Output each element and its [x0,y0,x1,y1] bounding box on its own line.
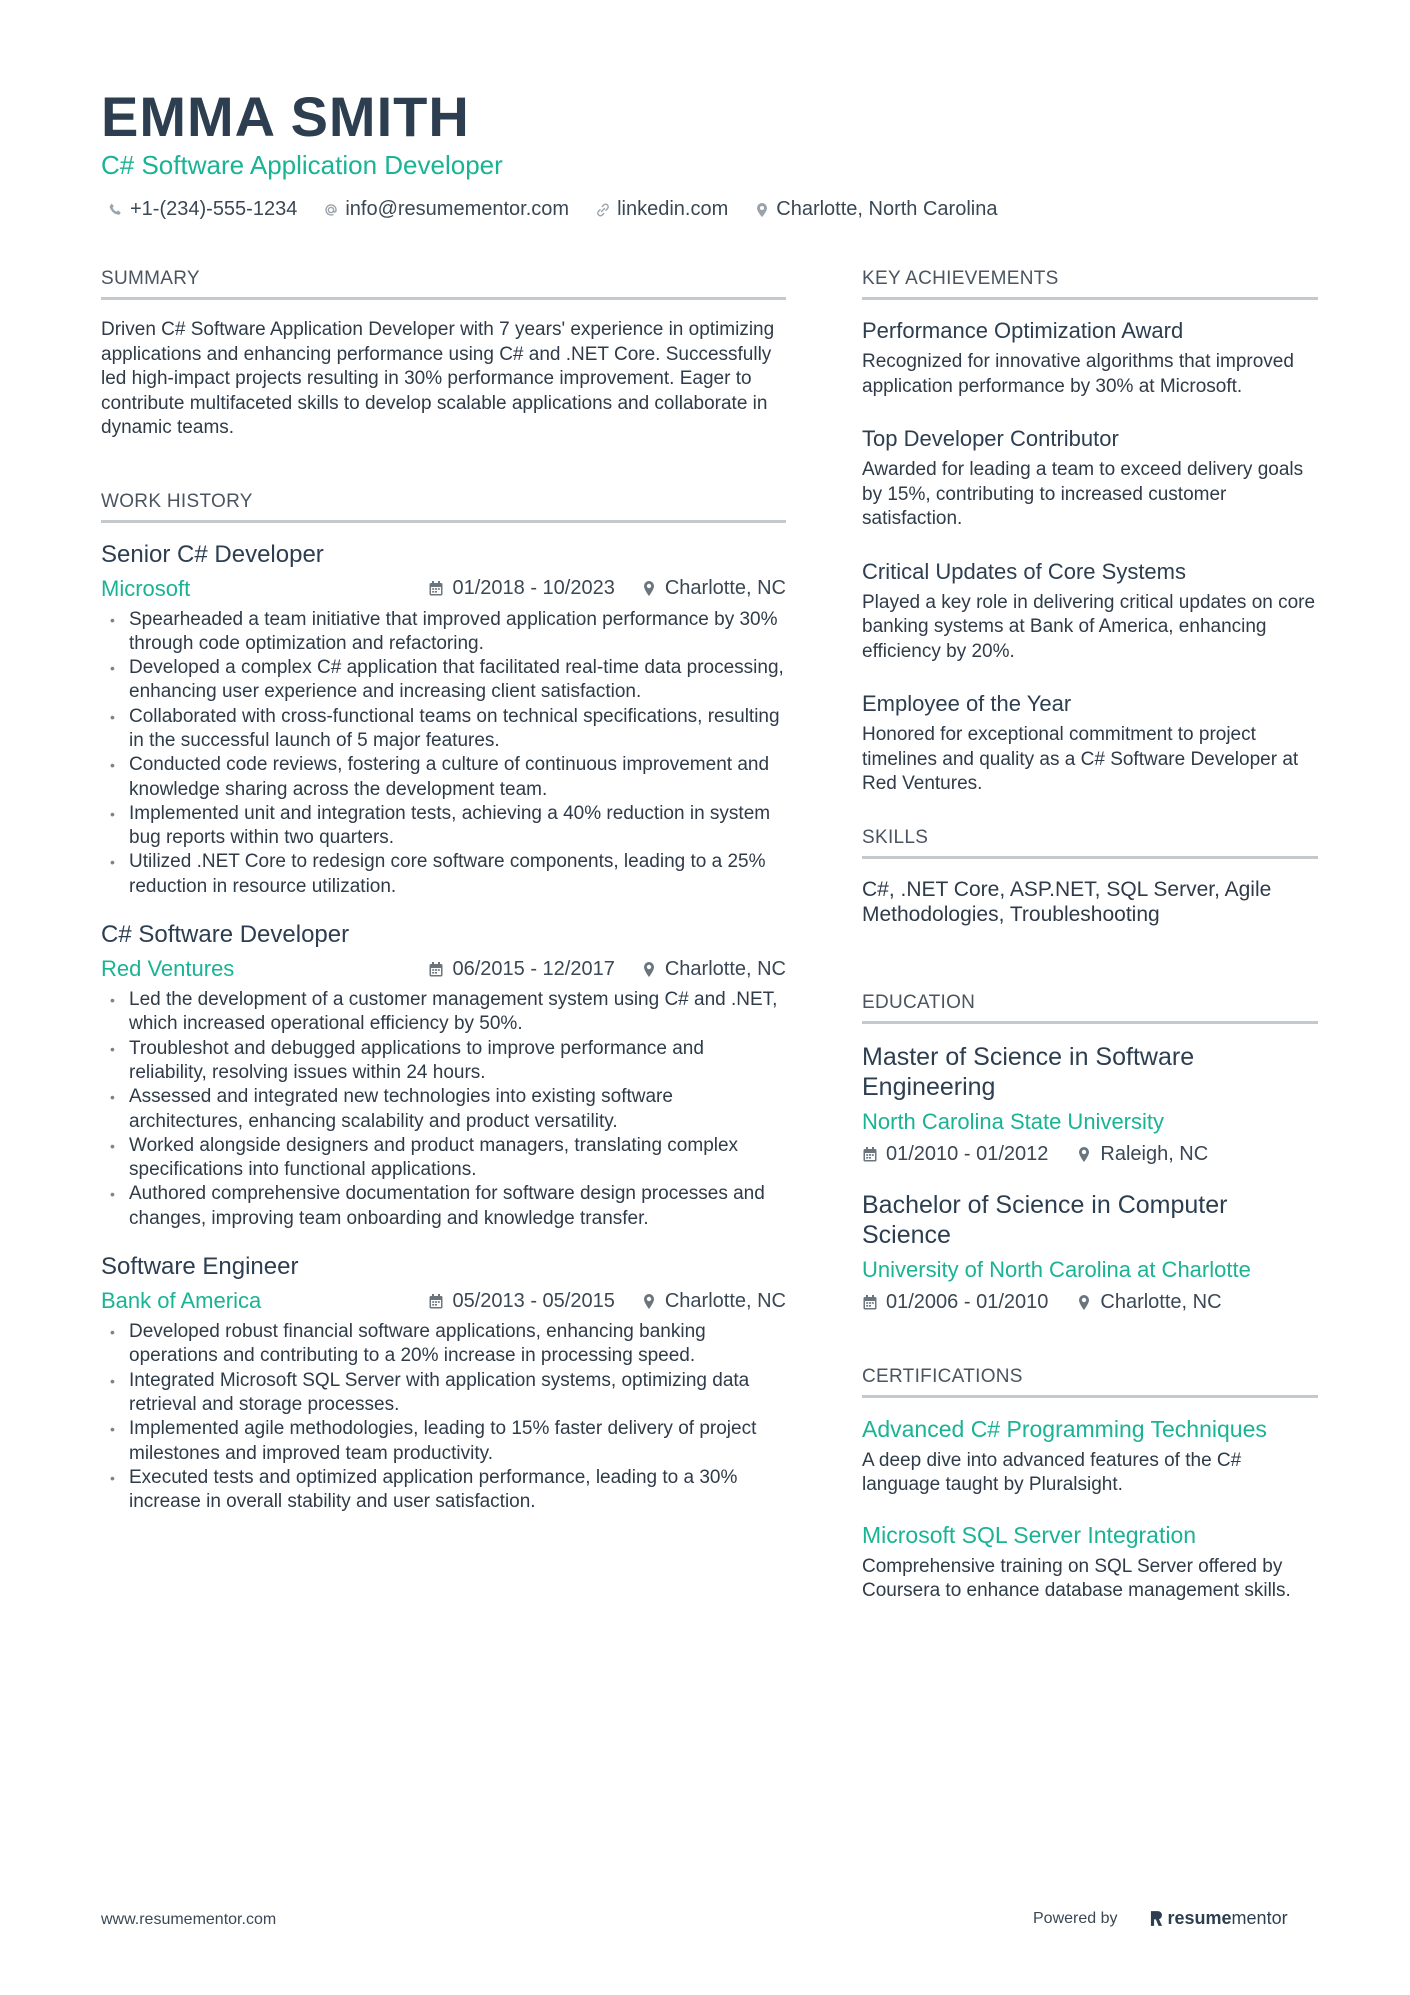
calendar-icon [862,1294,878,1311]
calendar-icon [428,1293,444,1310]
calendar-icon [428,961,444,978]
job-bullet: • Utilized .NET Core to redesign core software components, leading to a 25% reduction in resource utilization. [101,850,786,899]
education-degree: Bachelor of Science in Computer Science [862,1190,1228,1249]
job-bullets [101,1320,786,1514]
email-text: info@resumementor.com [345,198,570,220]
education-heading: EDUCATION [862,992,1318,1024]
skills-text: C#, .NET Core, ASP.NET, SQL Server, Agile Methodologies, Troubleshooting [862,877,1272,926]
calendar-meta: 01/2018 - 10/2023 [428,577,614,600]
right-column [862,268,1318,1628]
powered-by [1033,1908,1288,1929]
achievement-list [862,318,1318,797]
phone-icon [108,202,124,218]
phone-text: +1-(234)-555-1234 [130,198,298,220]
summary-heading: SUMMARY [101,268,786,300]
location-pin-meta: Charlotte, NC [641,1290,786,1313]
certification-desc: Comprehensive training on SQL Server offered by Coursera to enhance database management skills. [862,1555,1291,1601]
education-list [862,1042,1318,1314]
location-pin-icon [1076,1294,1092,1311]
job-bullet: • Authored comprehensive documentation for software design processes and changes, improving team onboarding and knowledge transfer. [101,1182,786,1231]
contact-bar [108,198,997,221]
calendar-icon [862,1146,878,1163]
job-bullets [101,608,786,900]
candidate-name: EMMA SMITH [101,85,470,148]
achievement-desc: Played a key role in delivering critical updates on core banking systems at Bank of America, enhancing efficiency by 20%. [862,591,1316,662]
achievement-title: Top Developer Contributor [862,426,1119,451]
achievement-title: Critical Updates of Core Systems [862,558,1186,584]
certification-desc: A deep dive into advanced features of the C# language taught by Pluralsight. [862,1449,1242,1495]
job-entry [101,1253,786,1514]
candidate-role: C# Software Application Developer [101,150,503,180]
job-bullet: • Worked alongside designers and product managers, translating complex specifications into functional applications. [101,1134,786,1183]
location-pin-meta: Charlotte, NC [641,577,786,600]
achievement-item [862,318,1318,399]
job-company: Microsoft [101,575,191,601]
contact-location [754,198,997,221]
education-school: North Carolina State University [862,1108,1165,1134]
achievement-title: Employee of the Year [862,691,1072,716]
education-meta [862,1291,1318,1314]
job-bullet: • Integrated Microsoft SQL Server with application systems, optimizing data retrieval and storage processes. [101,1369,786,1418]
job-bullet: • Collaborated with cross-functional teams on technical specifications, resulting in the successful launch of 5 major features. [101,705,786,754]
footer-url[interactable]: www.resumementor.com [101,1911,277,1928]
brand-mark-icon [1150,1910,1163,1927]
summary-text: Driven C# Software Application Developer with 7 years' experience in optimizing applications and enhancing performance using C# and .NET Core. Successfully led high-impact projects resulting in 30% performance improvement. Eager to contribute multifaceted skills to develop scalable applications and collaborate in dynamic teams. [101,319,775,438]
achievement-item [862,559,1318,665]
certification-title[interactable]: Microsoft SQL Server Integration [862,1521,1197,1548]
certification-list [862,1416,1318,1604]
calendar-meta: 01/2006 - 01/2010 [862,1291,1048,1314]
contact-phone[interactable] [108,198,297,221]
calendar-meta: 01/2010 - 01/2012 [862,1143,1048,1166]
job-meta [101,576,786,602]
certification-title[interactable]: Advanced C# Programming Techniques [862,1415,1267,1442]
job-bullet: • Conducted code reviews, fostering a culture of continuous improvement and knowledge sharing across the development team. [101,753,786,802]
job-bullet: • Executed tests and optimized application performance, leading to a 30% increase in overall stability and user satisfaction. [101,1466,786,1515]
achievement-desc: Honored for exceptional commitment to project timelines and quality as a C# Software Developer at Red Ventures. [862,724,1299,794]
job-meta [101,956,786,982]
location-pin-meta: Raleigh, NC [1076,1143,1208,1166]
achievement-desc: Recognized for innovative algorithms that improved application performance by 30% at Microsoft. [862,351,1294,397]
education-item [862,1042,1318,1166]
achievement-desc: Awarded for leading a team to exceed delivery goals by 15%, contributing to increased customer satisfaction. [862,459,1304,529]
location-pin-icon [641,961,657,978]
certification-item [862,1522,1318,1604]
contact-linkedin[interactable] [595,198,728,221]
location-pin-icon [1076,1146,1092,1163]
education-degree: Master of Science in Software Engineering [862,1042,1195,1101]
brand-logo[interactable] [1150,1908,1288,1929]
job-title: Software Engineer [101,1253,299,1281]
job-bullet: • Developed robust financial software applications, enhancing banking operations and contributing to a 20% increase in processing speed. [101,1320,786,1369]
contact-email[interactable] [323,198,569,221]
achievement-item [862,426,1318,532]
job-company: Red Ventures [101,956,235,982]
job-bullet: • Spearheaded a team initiative that improved application performance by 30% through code optimization and refactoring. [101,608,786,657]
at-icon [323,202,339,218]
location-pin-icon [754,202,770,218]
certification-item [862,1416,1318,1498]
link-icon [595,202,611,218]
skills-heading: SKILLS [862,827,1318,859]
job-bullet: • Implemented unit and integration tests, achieving a 40% reduction in system bug reports within two quarters. [101,802,786,851]
location-pin-icon [641,580,657,597]
job-meta [101,1288,786,1314]
location-pin-meta: Charlotte, NC [641,958,786,981]
job-company: Bank of America [101,1288,262,1314]
job-bullet: • Developed a complex C# application that facilitated real-time data processing, enhancing user experience and increasing client satisfaction. [101,656,786,705]
location-pin-icon [641,1293,657,1310]
job-bullet: • Assessed and integrated new technologies into existing software architectures, enhancing scalability and product versatility. [101,1085,786,1134]
location-pin-meta: Charlotte, NC [1076,1291,1221,1314]
achievement-item [862,691,1318,797]
linkedin-text: linkedin.com [617,198,729,220]
calendar-meta: 05/2013 - 05/2015 [428,1290,614,1313]
certifications-heading: CERTIFICATIONS [862,1366,1318,1398]
work-history-heading: WORK HISTORY [101,491,786,523]
location-text: Charlotte, North Carolina [776,198,998,220]
job-entry [101,541,786,900]
education-meta [862,1143,1318,1166]
job-bullet: • Implemented agile methodologies, leading to 15% faster delivery of project milestones and improved team productivity. [101,1417,786,1466]
education-item [862,1190,1318,1314]
job-bullet: • Troubleshot and debugged applications to improve performance and reliability, resolving issues within 24 hours. [101,1037,786,1086]
calendar-icon [428,580,444,597]
brand-bold: resume [1167,1908,1232,1928]
job-list [101,541,786,1515]
job-title: C# Software Developer [101,921,350,949]
achievement-title: Performance Optimization Award [862,318,1184,343]
brand-light: mentor [1231,1908,1288,1928]
job-bullet: • Led the development of a customer management system using C# and .NET, which increased operational efficiency by 50%. [101,988,786,1037]
job-entry [101,921,786,1231]
education-school: University of North Carolina at Charlotte [862,1256,1251,1282]
achievements-heading: KEY ACHIEVEMENTS [862,268,1318,300]
job-title: Senior C# Developer [101,540,324,568]
powered-by-label: Powered by [1033,1909,1118,1927]
calendar-meta: 06/2015 - 12/2017 [428,958,614,981]
job-bullets [101,988,786,1231]
left-column [101,268,786,1536]
